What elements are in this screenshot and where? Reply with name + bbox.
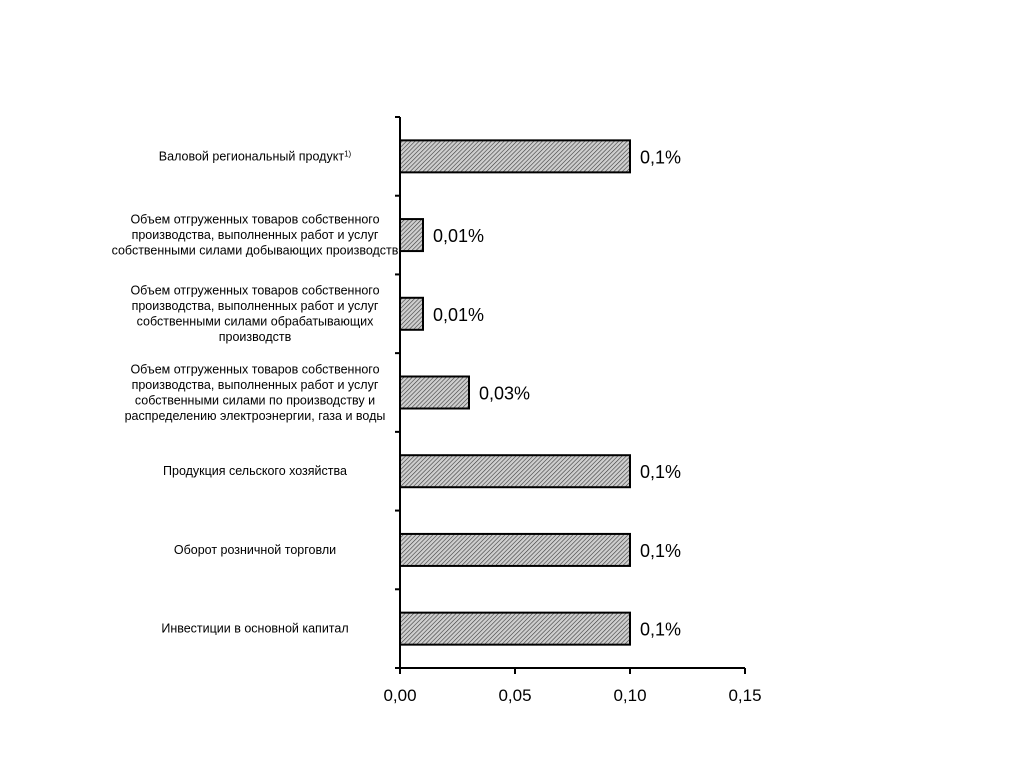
- category-label-4: [163, 464, 347, 478]
- data-label-1: 0,01%: [433, 226, 485, 247]
- category-label-line: Валовой региональный продукт$^{1)}$: [158, 148, 352, 164]
- data-label-6: 0,1%: [640, 619, 682, 640]
- category-label-line: производств: [218, 330, 292, 345]
- category-label-line: Инвестиции в основной капитал: [161, 621, 349, 636]
- data-label-3: 0,03%: [479, 383, 531, 404]
- data-label-5: 0,1%: [640, 540, 682, 561]
- tick-labels-group: [383, 686, 761, 705]
- category-label-line: производства, выполненных работ и услуг: [131, 377, 379, 392]
- footnote-mark: 1): [344, 148, 352, 158]
- category-label-line: собственными силами по производству и: [134, 393, 376, 408]
- category-label-line: собственными силами добывающих производств: [111, 243, 399, 258]
- category-label-line: Объем отгруженных товаров собственного: [130, 362, 380, 377]
- x-tick-label-1: 0,05: [498, 686, 532, 705]
- category-label-5: [174, 543, 336, 557]
- x-tick-label-2: 0,10: [613, 686, 647, 705]
- category-label-6: [161, 622, 348, 636]
- category-label-0: [159, 149, 352, 164]
- data-label-0: 0,1%: [640, 147, 682, 168]
- data-label-2: 0,01%: [433, 304, 485, 325]
- category-label-line: Продукция сельского хозяйства: [163, 464, 347, 479]
- x-tick-label-3: 0,15: [728, 686, 762, 705]
- bar-4: [400, 455, 630, 487]
- bar-6: [400, 613, 630, 645]
- category-label-1: [112, 213, 399, 258]
- category-label-line: Объем отгруженных товаров собственного: [130, 212, 380, 227]
- category-label-line: Оборот розничной торговли: [173, 542, 337, 557]
- category-label-line: Объем отгруженных товаров собственного: [130, 283, 380, 298]
- category-label-line: собственными силами обрабатывающих: [136, 314, 374, 329]
- bar-1: [400, 219, 423, 251]
- category-label-3: [125, 362, 386, 423]
- bar-2: [400, 298, 423, 330]
- category-labels-group: [112, 149, 399, 636]
- bar-3: [400, 377, 469, 409]
- category-label-line: распределению электроэнергии, газа и воды: [124, 408, 386, 423]
- x-tick-label-0: 0,00: [383, 686, 417, 705]
- category-label-line: производства, выполненных работ и услуг: [131, 228, 379, 243]
- data-label-4: 0,1%: [640, 462, 682, 483]
- bar-5: [400, 534, 630, 566]
- category-label-2: [130, 284, 379, 345]
- category-label-line: производства, выполненных работ и услуг: [131, 299, 379, 314]
- bar-0: [400, 140, 630, 172]
